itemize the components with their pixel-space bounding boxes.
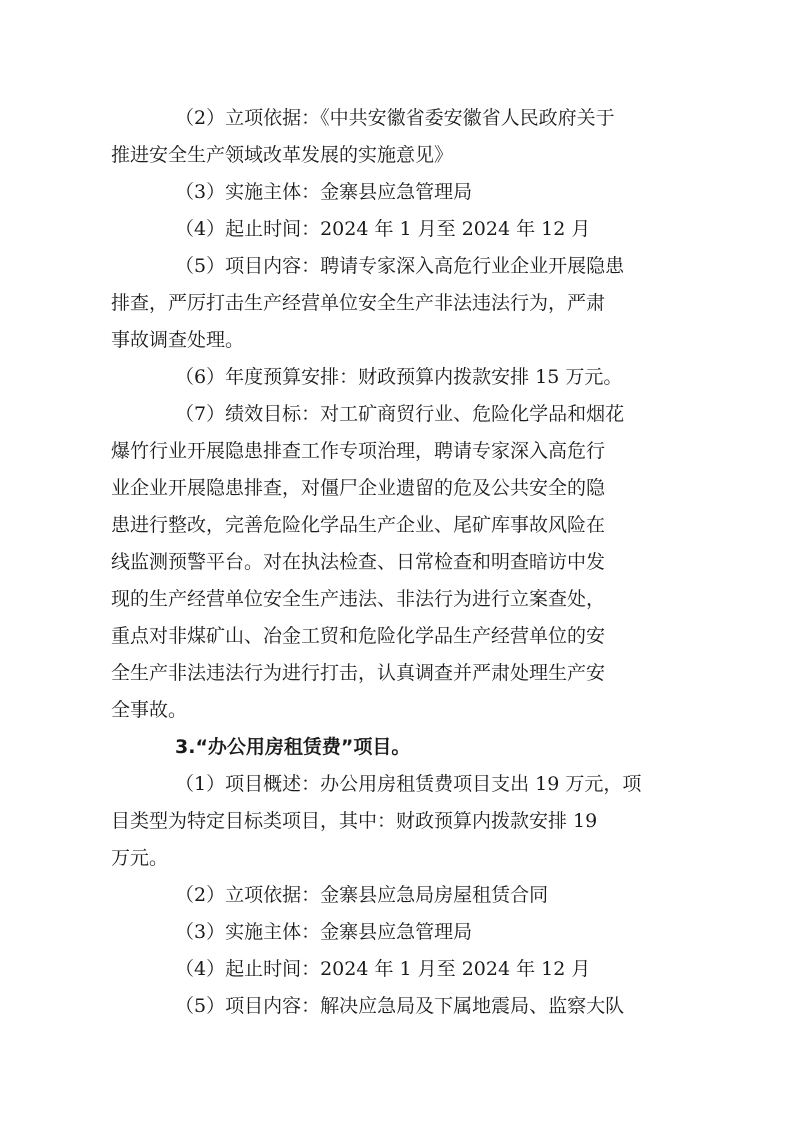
text-line: 现的生产经营单位安全生产违法、非法行为进行立案查处， [111,588,606,610]
text-line: （6）年度预算安排：财政预算内拨款安排 15 万元。 [175,366,623,388]
text-line: （4）起止时间：2024 年 1 月至 2024 年 12 月 [175,218,591,240]
text-line: 患进行整改，完善危险化学品生产企业、尾矿库事故风险在 [111,514,606,536]
text-line: （5）项目内容：解决应急局及下属地震局、监察大队 [175,995,625,1017]
text-line: 业企业开展隐患排查，对僵尸企业遗留的危及公共安全的隐 [111,477,606,499]
text-line: （7）绩效目标：对工矿商贸行业、危险化学品和烟花 [175,403,625,425]
text-line: （4）起止时间：2024 年 1 月至 2024 年 12 月 [175,958,591,980]
text-line: 推进安全生产领域改革发展的实施意见》 [111,144,454,166]
text-line: （1）项目概述：办公用房租赁费项目支出 19 万元，项 [175,773,642,795]
text-line: 事故调查处理。 [111,329,245,351]
text-line: （2）立项依据：金寨县应急局房屋租赁合同 [175,884,549,906]
text-line: （2）立项依据：《中共安徽省委安徽省人民政府关于 [175,107,615,129]
text-line: （3）实施主体：金寨县应急管理局 [175,921,473,943]
text-line: 重点对非煤矿山、冶金工贸和危险化学品生产经营单位的安 [111,625,606,647]
text-line: 全生产非法违法行为进行打击，认真调查并严肃处理生产安 [111,662,606,684]
text-line: 万元。 [111,847,169,869]
text-line: （3）实施主体：金寨县应急管理局 [175,181,473,203]
text-line: 目类型为特定目标类项目，其中：财政预算内拨款安排 19 [111,810,598,832]
text-line: 线监测预警平台。对在执法检查、日常检查和明查暗访中发 [111,551,606,573]
text-line: （5）项目内容：聘请专家深入高危行业企业开展隐患 [175,255,625,277]
text-line: 爆竹行业开展隐患排查工作专项治理，聘请专家深入高危行 [111,440,606,462]
text-line: 排查，严厉打击生产经营单位安全生产非法违法行为，严肃 [111,292,606,314]
section-heading: 3.“办公用房租赁费”项目。 [175,736,411,758]
text-line: 全事故。 [111,699,188,721]
